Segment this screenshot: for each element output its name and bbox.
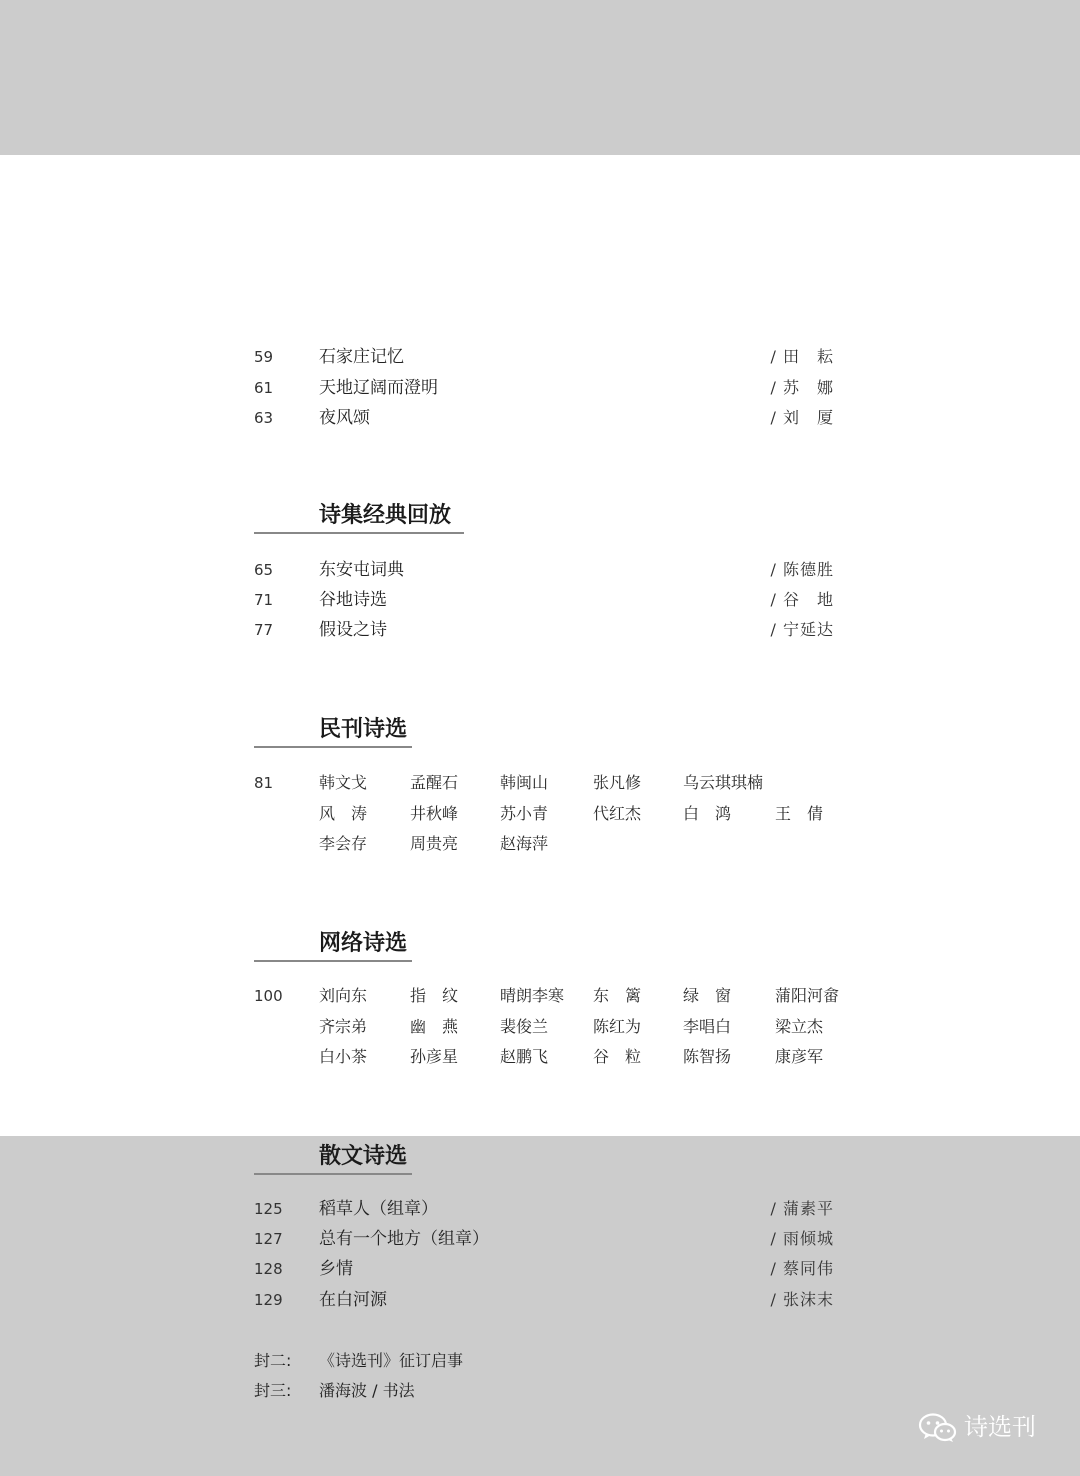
poet-name[interactable]: 刘向东 <box>319 986 368 1005</box>
toc-entry[interactable] <box>254 1289 834 1319</box>
poet-name[interactable]: 指 纹 <box>410 986 459 1005</box>
entry-title: 东安屯词典 <box>319 560 404 580</box>
poet-name[interactable]: 孟醒石 <box>410 773 459 792</box>
poet-name[interactable]: 张凡修 <box>593 773 642 792</box>
toc-entry[interactable] <box>254 1258 834 1288</box>
page-number: 129 <box>254 1291 283 1309</box>
entry-title: 乡情 <box>319 1259 353 1279</box>
page-number: 63 <box>254 409 274 427</box>
poet-name[interactable]: 齐宗弟 <box>319 1017 368 1036</box>
name-list-folk <box>254 772 854 864</box>
entry-author: / 蒲素平 <box>770 1199 834 1218</box>
cover-label: 封三: <box>254 1381 292 1400</box>
poet-name[interactable]: 梁立杰 <box>775 1017 824 1036</box>
cover-note <box>254 1380 554 1404</box>
toc-entry[interactable] <box>254 1228 834 1258</box>
poet-name[interactable]: 幽 燕 <box>410 1017 459 1036</box>
toc-entry[interactable] <box>254 407 834 437</box>
entry-title: 总有一个地方（组章） <box>319 1229 489 1249</box>
toc-entry[interactable] <box>254 559 834 589</box>
entry-title: 天地辽阔而澄明 <box>319 378 438 398</box>
toc-entry[interactable] <box>254 1198 834 1228</box>
page-number: 128 <box>254 1260 283 1278</box>
page-number: 59 <box>254 348 274 366</box>
section-heading-folk <box>254 706 412 748</box>
entry-author: / 田 耘 <box>770 347 834 366</box>
entry-author: / 苏 娜 <box>770 378 834 397</box>
page-number: 77 <box>254 621 274 639</box>
cover-note <box>254 1350 554 1374</box>
watermark-text: 诗选刊 <box>964 1413 1036 1441</box>
page-number: 100 <box>254 987 283 1005</box>
poet-name[interactable]: 代红杰 <box>593 804 642 823</box>
section-title: 网络诗选 <box>319 930 408 956</box>
poet-name[interactable]: 康彦军 <box>775 1047 824 1066</box>
poet-name[interactable]: 李会存 <box>319 834 368 853</box>
entry-author: / 陈德胜 <box>770 560 834 579</box>
entry-author: / 宁延达 <box>770 620 834 639</box>
poet-name[interactable]: 王 倩 <box>775 804 824 823</box>
page-number: 71 <box>254 591 274 609</box>
poet-name[interactable]: 东 篱 <box>593 986 642 1005</box>
poet-name[interactable]: 周贵亮 <box>410 834 459 853</box>
entry-title: 谷地诗选 <box>319 590 387 610</box>
poet-name[interactable]: 风 涛 <box>319 804 368 823</box>
section-heading-classic <box>254 492 464 534</box>
poet-name[interactable]: 苏小青 <box>500 804 549 823</box>
poet-name[interactable]: 裴俊兰 <box>500 1017 549 1036</box>
cover-label: 封二: <box>254 1351 292 1370</box>
section-title: 诗集经典回放 <box>319 502 452 528</box>
entry-title: 在白河源 <box>319 1290 387 1310</box>
wechat-icon <box>918 1412 958 1444</box>
poet-name[interactable]: 白 鸿 <box>683 804 732 823</box>
poet-name[interactable]: 李唱白 <box>683 1017 732 1036</box>
page-number: 61 <box>254 379 274 397</box>
cover-text: 《诗选刊》征订启事 <box>319 1351 464 1370</box>
poet-name[interactable]: 绿 窗 <box>683 986 732 1005</box>
entry-title: 稻草人（组章） <box>319 1199 438 1219</box>
name-list-web <box>254 985 854 1077</box>
poet-name[interactable]: 韩闽山 <box>500 773 549 792</box>
section-heading-prose <box>254 1133 412 1175</box>
entry-author: / 刘 厦 <box>770 408 834 427</box>
poet-name[interactable]: 赵海萍 <box>500 834 549 853</box>
poet-name[interactable]: 晴朗李寒 <box>500 986 565 1005</box>
toc-entry[interactable] <box>254 377 834 407</box>
poet-name[interactable]: 陈红为 <box>593 1017 642 1036</box>
entry-author: / 张沫末 <box>770 1290 834 1309</box>
page-number: 127 <box>254 1230 283 1248</box>
entry-title: 石家庄记忆 <box>319 347 404 367</box>
entry-title: 夜风颂 <box>319 408 370 428</box>
entry-author: / 蔡同伟 <box>770 1259 834 1278</box>
toc-entry[interactable] <box>254 346 834 376</box>
page-number: 125 <box>254 1200 283 1218</box>
poet-name[interactable]: 谷 粒 <box>593 1047 642 1066</box>
section-heading-web <box>254 920 412 962</box>
cover-text: 潘海波 / 书法 <box>319 1381 415 1400</box>
page-number: 65 <box>254 561 274 579</box>
top-gray-band <box>0 0 1080 155</box>
poet-name[interactable]: 孙彦星 <box>410 1047 459 1066</box>
section-title: 民刊诗选 <box>319 716 408 742</box>
entry-title: 假设之诗 <box>319 620 387 640</box>
toc-entry[interactable] <box>254 589 834 619</box>
poet-name[interactable]: 白小茶 <box>319 1047 368 1066</box>
poet-name[interactable]: 乌云琪琪楠 <box>683 773 764 792</box>
poet-name[interactable]: 井秋峰 <box>410 804 459 823</box>
toc-entry[interactable] <box>254 619 834 649</box>
entry-author: / 谷 地 <box>770 590 834 609</box>
poet-name[interactable]: 赵鹏飞 <box>500 1047 549 1066</box>
page-number: 81 <box>254 774 274 792</box>
poet-name[interactable]: 韩文戈 <box>319 773 368 792</box>
poet-name[interactable]: 陈智扬 <box>683 1047 732 1066</box>
section-title: 散文诗选 <box>319 1143 408 1169</box>
poet-name[interactable]: 蒲阳河畲 <box>775 986 840 1005</box>
entry-author: / 雨倾城 <box>770 1229 834 1248</box>
